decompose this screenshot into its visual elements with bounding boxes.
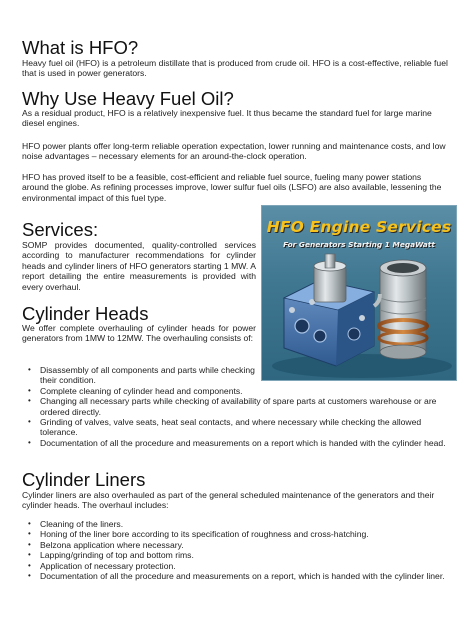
list-item (22, 396, 454, 417)
list-item-text: Cleaning of the liners. (40, 519, 124, 529)
list-item-text: Belzona application where necessary. (40, 539, 184, 550)
cylinder-liners-paragraph: Cylinder liners are also overhauled as part of the general scheduled maintenance of the generators and their cylinder heads. The overhaul includes: (22, 490, 435, 511)
list-item (22, 540, 454, 550)
list-item-text: Changing all necessary parts while checking of availability of spare parts at customers warehouse or are ordered directly. (40, 396, 437, 417)
list-item-text: Complete cleaning of cylinder head and components. (40, 385, 243, 396)
promo-title: HFO Engine Services (266, 218, 452, 236)
list-item (22, 417, 454, 438)
list-item-text: Lapping/grinding of top and bottom rims. (40, 550, 194, 561)
why-paragraph-3: HFO has proved itself to be a feasible, cost-efficient and reliable fuel source, fueling many power stations around the globe. As refining processes improve, lower sulfur fuel oils (LSFO) are also available, lessening the environmental impact of this fuel type. (22, 172, 442, 203)
promo-subtitle: For Generators Starting 1 MegaWatt (283, 240, 435, 249)
hfo-engine-services-image (261, 205, 457, 381)
services-heading: Services: (22, 219, 99, 240)
cylinder-liners-heading: Cylinder Liners (22, 469, 146, 490)
services-paragraph: SOMP provides documented, quality-controlled services according to manufacturer recommendations for cylinder heads and cylinder liners of HFO generators starting 1 MW. A report detailing the entire measurements is provided with every overhaul. (22, 240, 256, 292)
list-item-text: Application of necessary protection. (40, 560, 176, 571)
list-item (22, 386, 454, 396)
list-item (22, 519, 454, 529)
what-is-hfo-heading: What is HFO? (22, 37, 139, 58)
list-item (22, 571, 454, 581)
list-item-text: Documentation of all the procedure and measurements on a report, which is handed with the cylinder liner. (40, 571, 445, 582)
list-item-text: Documentation of all the procedure and measurements on a report which is handed with the cylinder head. (40, 437, 446, 448)
list-item (22, 550, 454, 560)
list-item (22, 529, 454, 539)
what-is-hfo-paragraph: Heavy fuel oil (HFO) is a petroleum distillate that is produced from crude oil. HFO is a cost-effective, reliable fuel that is used in power generators. (22, 58, 448, 79)
cylinder-head-engine-illustration (262, 206, 456, 380)
cylinder-heads-heading: Cylinder Heads (22, 303, 149, 324)
why-paragraph-2: HFO power plants offer long-term reliable operation expectation, lower running and maintenance costs, and low noise advantages – necessary elements for an around-the-clock operation. (22, 141, 446, 162)
why-heavy-fuel-oil-heading: Why Use Heavy Fuel Oil? (22, 88, 234, 109)
cylinder-liners-list (22, 519, 454, 581)
list-item (22, 561, 454, 571)
list-item (22, 365, 272, 386)
cylinder-heads-paragraph: We offer complete overhauling of cylinder heads for power generators from 1MW to 12MW. The overhauling consists of: (22, 323, 256, 344)
list-item-text: Grinding of valves, valve seats, heat seal contacts, and where necessary while checking the allowed tolerance. (40, 417, 422, 438)
list-item (22, 438, 454, 448)
list-item-text: Disassembly of all components and parts while checking their condition. (40, 365, 255, 386)
list-item-text: Honing of the liner bore according to its specification of roughness and cross-hatching. (40, 529, 369, 540)
why-paragraph-1: As a residual product, HFO is a relatively inexpensive fuel. It thus became the standard fuel for large marine diesel engines. (22, 108, 432, 129)
